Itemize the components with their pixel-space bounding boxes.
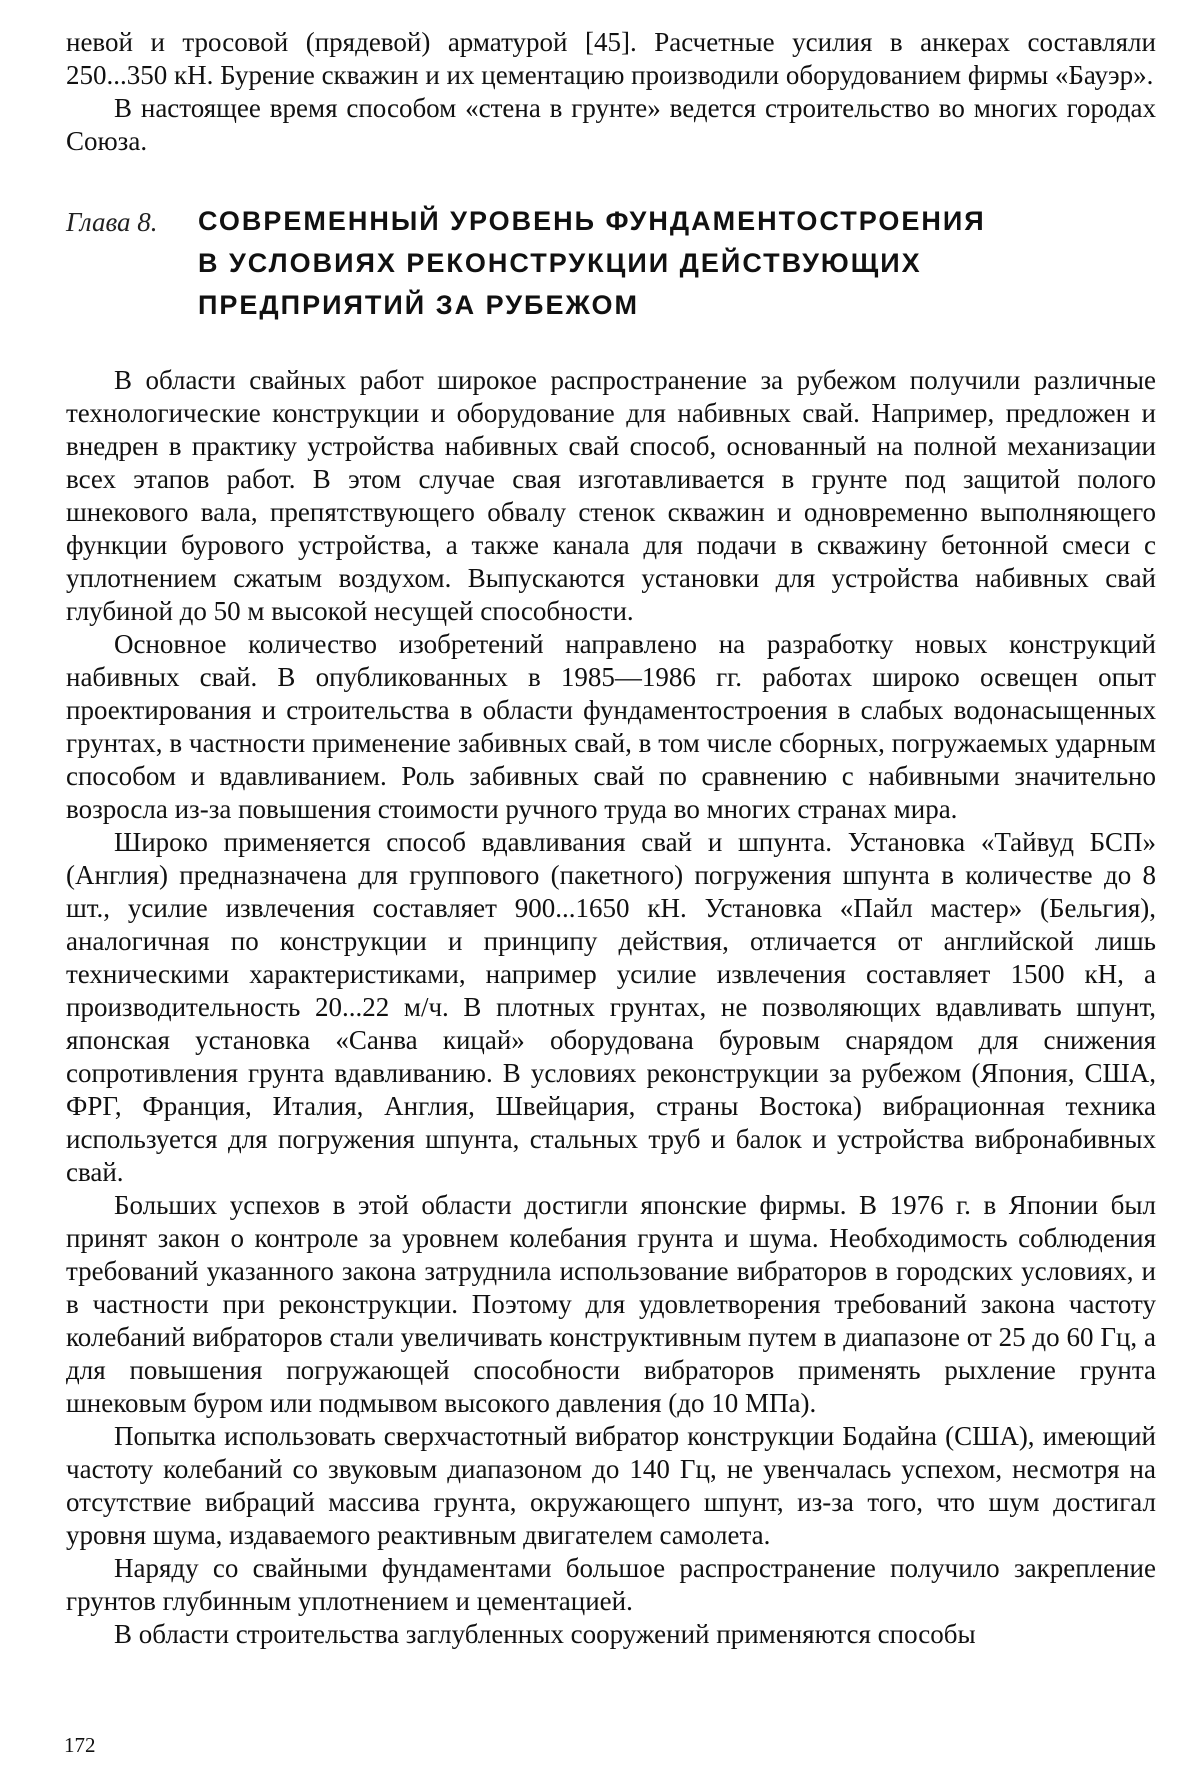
chapter-title xyxy=(198,200,1156,326)
chapter-heading xyxy=(66,200,1156,326)
page-number: 172 xyxy=(64,1733,96,1757)
book-page xyxy=(66,26,1156,1651)
chapter-title-line: В УСЛОВИЯХ РЕКОНСТРУКЦИИ ДЕЙСТВУЮЩИХ xyxy=(198,248,922,278)
paragraph-wall-in-ground: В настоящее время способом «стена в грунте» ведется строительство во многих городах Союза. xyxy=(66,93,1156,156)
paragraph-pressing-method: Широко применяется способ вдавливания свай и шпунта. Установка «Тайвуд БСП» (Англия) предназначена для группового (пакетного) погружения шпунта в количестве до 8 шт., усилие извлечения составляет 900...1650 кН. Установка «Пайл мастер» (Бельгия), аналогичная по конструкции и принципу действия, отличается от английской лишь техническими характеристиками, например усилие извлечения составляет 1500 кН, а производительность 20...22 м/ч. В плотных грунтах, не позволяющих вдавливать шпунт, японская установка «Санва кицай» оборудована буровым снарядом для снижения сопротивления грунта вдавливанию. В условиях реконструкции за рубежом (Япония, США, ФРГ, Франция, Италия, Англия, Швейцария, страны Востока) вибрационная техника используется для погружения шпунта, стальных труб и балок и устройства вибронабивных свай. xyxy=(66,827,1156,1187)
chapter-title-line: СОВРЕМЕННЫЙ УРОВЕНЬ ФУНДАМЕНТОСТРОЕНИЯ xyxy=(198,206,986,236)
chapter-label: Глава 8. xyxy=(66,207,158,237)
paragraph-inventions: Основное количество изобретений направлено на разработку новых конструкций набивных свай. В опубликованных в 1985—1986 гг. работах широко освещен опыт проектирования и строительства в области фундаментостроения в слабых водонасыщенных грунтах, в частности применение забивных свай, в том числе сборных, погружаемых ударным способом и вдавливанием. Роль забивных свай по сравнению с набивными значительно возросла из-за повышения стоимости ручного труда во многих странах мира. xyxy=(66,629,1156,824)
paragraph-underground-structures: В области строительства заглубленных сооружений применяются способы xyxy=(114,1619,976,1649)
paragraph-soil-consolidation: Наряду со свайными фундаментами большое распространение получило закрепление грунтов глубинным уплотнением и цементацией. xyxy=(66,1553,1156,1616)
chapter-title-line: ПРЕДПРИЯТИЙ ЗА РУБЕЖОМ xyxy=(198,290,640,320)
paragraph-continued: невой и тросовой (прядевой) арматурой [45]. Расчетные усилия в анкерах составляли 250...350 кН. Бурение скважин и их цементацию производили оборудованием фирмы «Бауэр». xyxy=(66,27,1156,90)
paragraph-bored-piles: В области свайных работ широкое распространение за рубежом получили различные технологические конструкции и оборудование для набивных свай. Например, предложен и внедрен в практику устройства набивных свай способ, основанный на полной механизации всех этапов работ. В этом случае свая изготавливается в грунте под защитой полого шнекового вала, препятствующего обвалу стенок скважин и одновременно выполняющего функции бурового устройства, а также канала для подачи в скважину бетонной смеси с уплотнением сжатым воздухом. Выпускаются установки для устройства набивных свай глубиной до 50 м высокой несущей способности. xyxy=(66,365,1156,626)
paragraph-japanese-firms: Больших успехов в этой области достигли японские фирмы. В 1976 г. в Японии был принят закон о контроле за уровнем колебания грунта и шума. Необходимость соблюдения требований указанного закона затруднила использование вибраторов в городских условиях, и в частности при реконструкции. Поэтому для удовлетворения требований закона частоту колебаний вибраторов стали увеличивать конструктивным путем в диапазоне от 25 до 60 Гц, а для повышения погружающей способности вибраторов применять рыхление грунта шнековым буром или подмывом высокого давления (до 10 МПа). xyxy=(66,1190,1156,1418)
paragraph-high-frequency-vibrator: Попытка использовать сверхчастотный вибратор конструкции Бодайна (США), имеющий частоту колебаний со звуковым диапазоном до 140 Гц, не увенчалась успехом, несмотря на отсутствие вибраций массива грунта, окружающего шпунт, из-за того, что шум достигал уровня шума, издаваемого реактивным двигателем самолета. xyxy=(66,1421,1156,1550)
